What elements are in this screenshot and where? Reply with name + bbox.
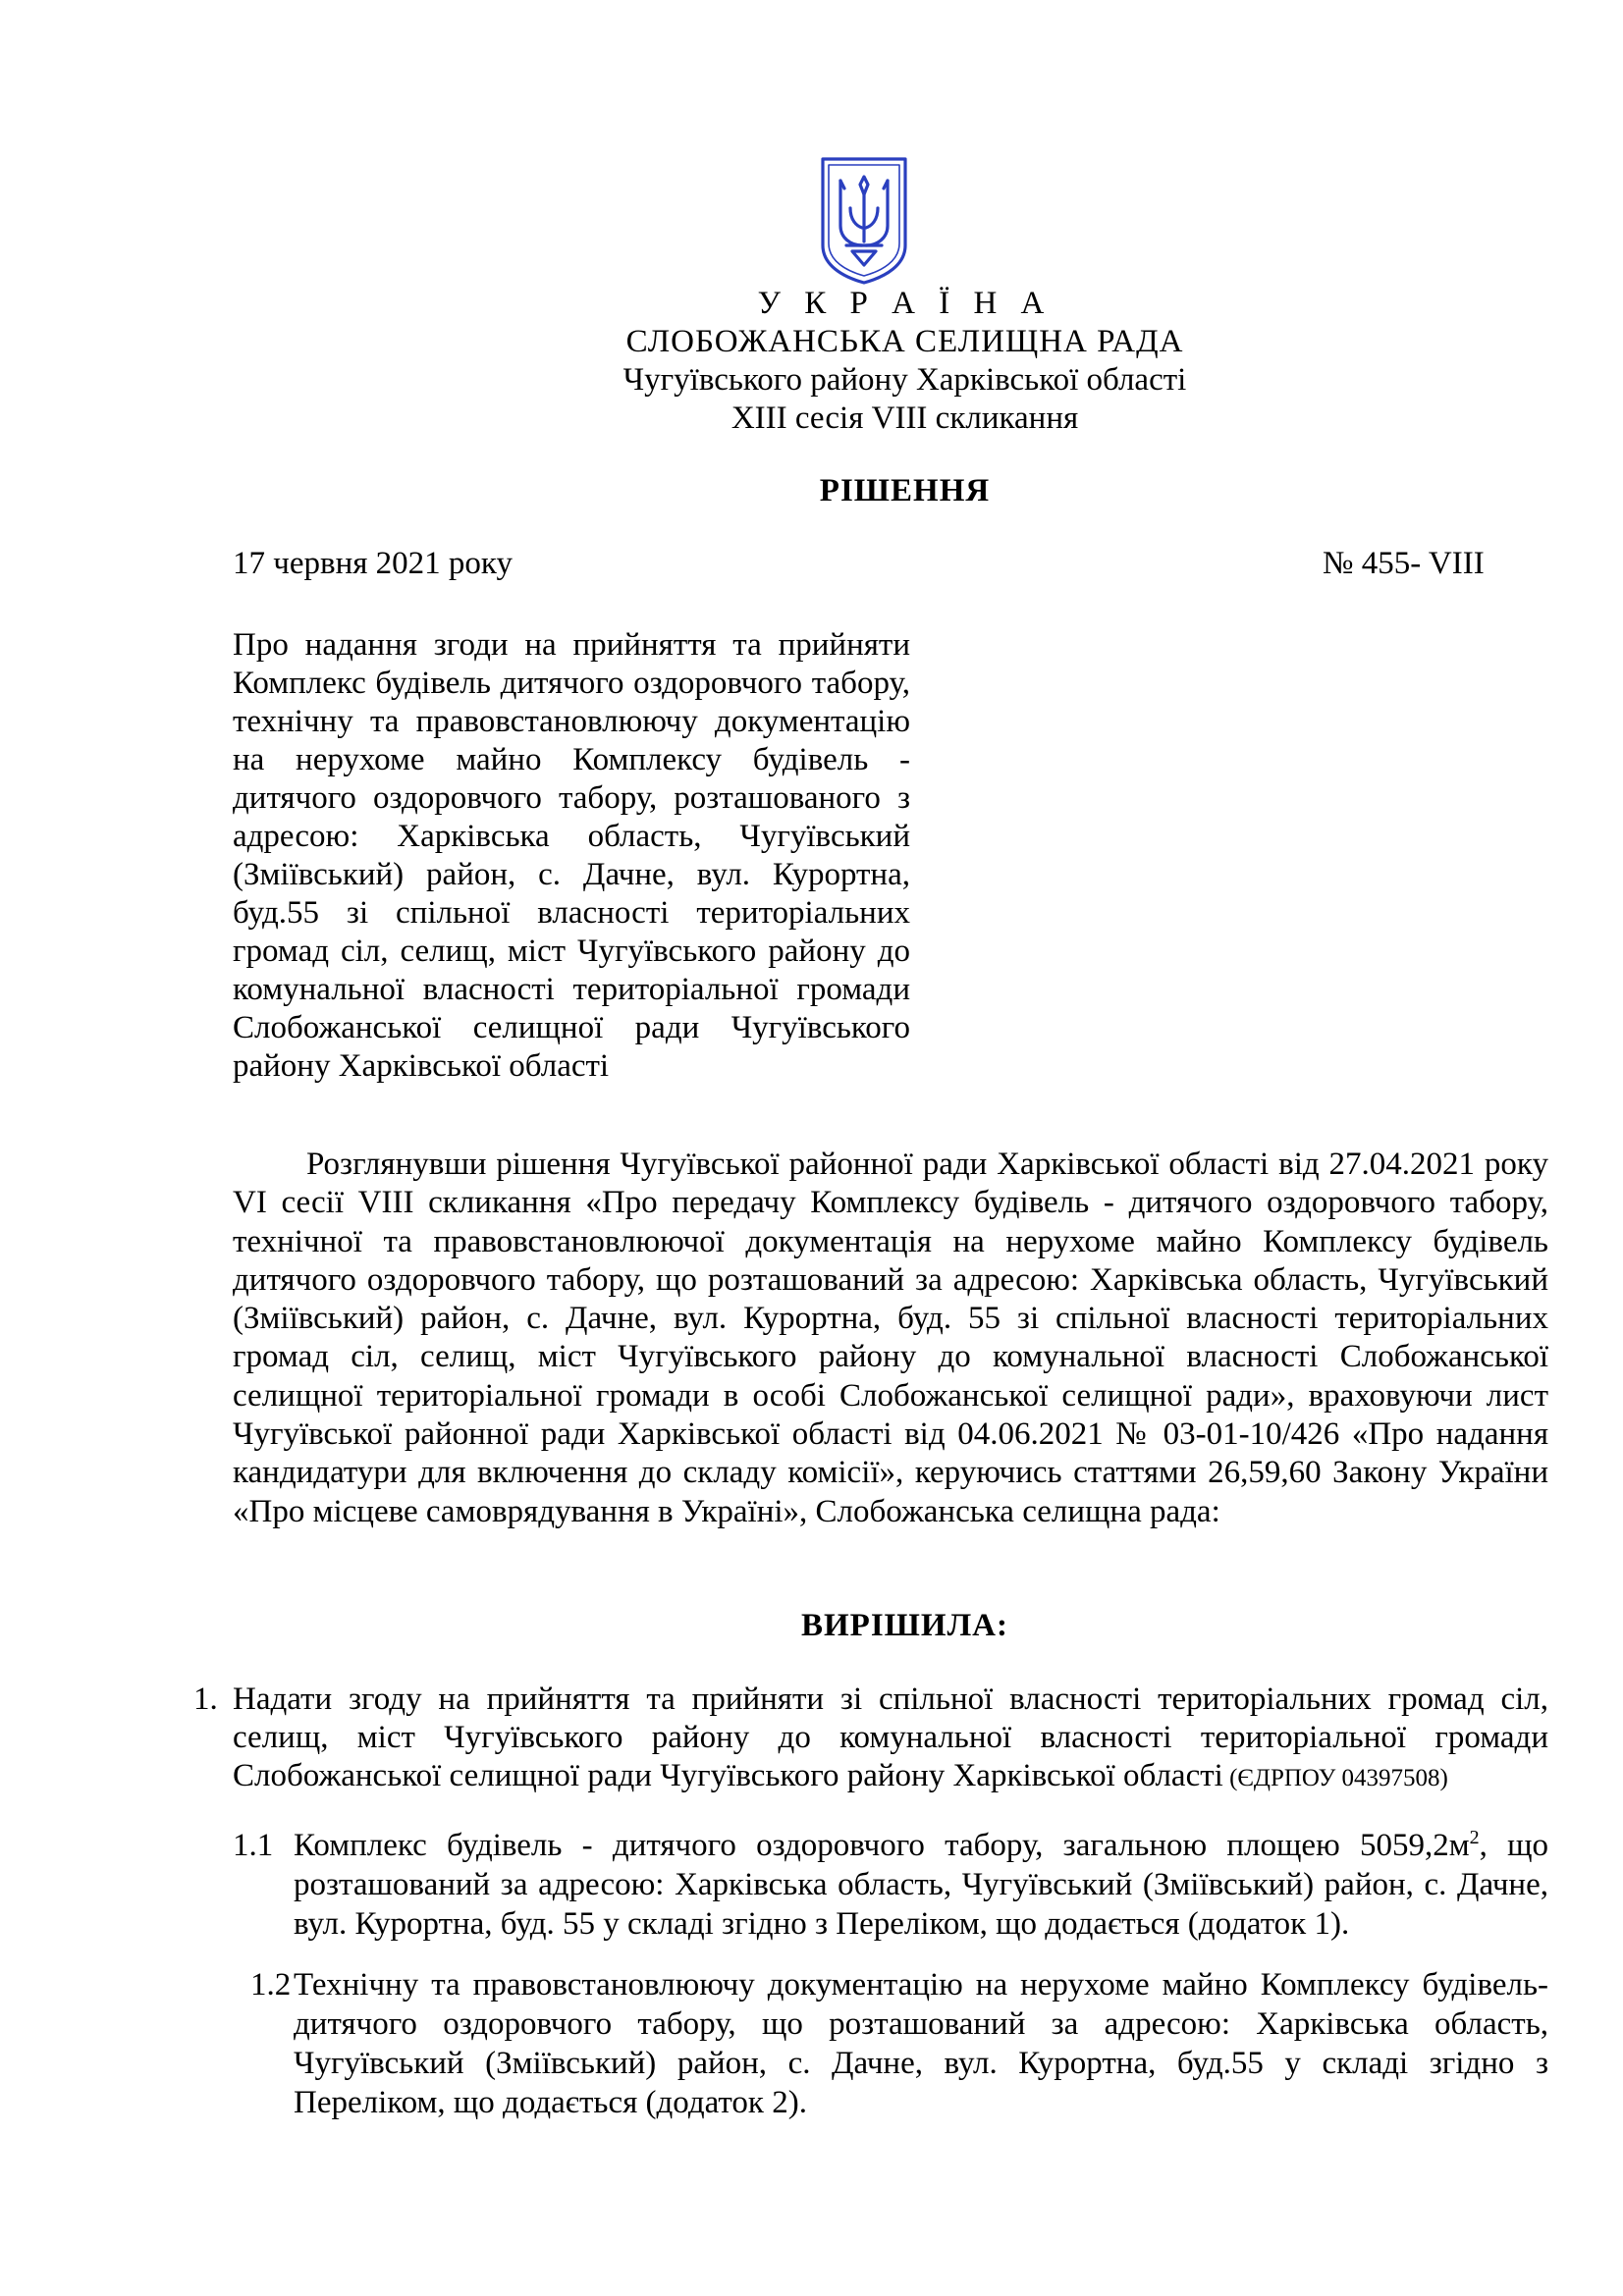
document-number: № 455- VIII: [1323, 546, 1485, 581]
item-1-1-text-after: , що розташований за адресою: Харківська область, Чугуївський (Зміївський) район, с. Дачне, вул. Курортна, буд. 55 у складі згідно з Переліком, що додається (додаток 1).: [294, 1828, 1548, 1942]
council-name: СЛОБОЖАНСЬКА СЕЛИЩНА РАДА: [625, 324, 1184, 359]
decision-item-1-1: [233, 1826, 1548, 1944]
session-name: XIII сесія VIII скликання: [730, 400, 1079, 436]
item-text: [294, 1826, 1548, 1944]
item-number: 1.1: [233, 1828, 274, 1863]
document-title: РІШЕННЯ: [819, 473, 991, 508]
item-1-2-text: Технічну та правовстановлюючу документацію на нерухоме майно Комплексу будівель-дитячого оздоровчого табору, що розташований за адресою: Харківська область, Чугуївський (Зміївський) район, с. Дачне, вул. Курортна, буд.55 у складі згідно з Переліком, що додається (додаток 2).: [294, 1967, 1548, 2120]
edrpou-code: (ЄДРПОУ 04397508): [1222, 1765, 1448, 1791]
district-name: Чугуївського району Харківської області: [622, 362, 1187, 398]
item-text: [233, 1681, 1548, 1797]
document-date: 17 червня 2021 року: [233, 546, 513, 581]
decision-item-1-2: [250, 1965, 1548, 2122]
item-1-text: Надати згоду на прийняття та прийняти зі спільної власності територіальних громад сіл, селищ, міст Чугуївського району до комунальної власності територіальної громади Слобожанської селищної ради Чугуївського району Харківської області: [233, 1682, 1548, 1793]
trident-coat-of-arms-icon: [817, 155, 911, 287]
item-1-1-text-before: Комплекс будівель - дитячого оздоровчого табору, загальною площею 5059,2м: [294, 1828, 1470, 1863]
item-number: 1.2: [250, 1967, 292, 2002]
decided-heading: ВИРІШИЛА:: [801, 1608, 1008, 1643]
preamble-paragraph: Розглянувши рішення Чугуївської районної ради Харківської області від 27.04.2021 року VI сесії VIII скликання «Про передачу Комплексу будівель - дитячого оздоровчого табору, технічної та правовстановлюючої документація на нерухоме майно Комплексу будівель дитячого оздоровчого табору, що розташований за адресою: Харківська область, Чугуївський (Зміївський) район, с. Дачне, вул. Курортна, буд. 55 зі спільної власності територіальних громад сіл, селищ, міст Чугуївського району до комунальної власності Слобожанської селищної територіальної громади в особі Слобожанської селищної ради», враховуючи лист Чугуївської районної ради Харківської області від 04.06.2021 № 03-01-10/426 «Про надання кандидатури для включення до складу комісії», керуючись статтями 26,59,60 Закону України «Про місцеве самоврядування в Україні», Слобожанська селищна рада:: [233, 1147, 1548, 1529]
country-name: У К Р А Ї Н А: [757, 286, 1053, 321]
item-number: 1.: [193, 1682, 218, 1717]
decision-subject: Про надання згоди на прийняття та прийняти Комплекс будівель дитячого оздоровчого табору, технічну та правовстановлюючу документацію на нерухоме майно Комплексу будівель - дитячого оздоровчого табору, розташованого з адресою: Харківська область, Чугуївський (Зміївський) район, с. Дачне, вул. Курортна, буд.55 зі спільної власності територіальних громад сіл, селищ, міст Чугуївського району до комунальної власності територіальної громади Слобожанської селищної ради Чугуївського району Харківської області: [233, 627, 910, 1084]
area-unit-superscript: 2: [1469, 1827, 1480, 1848]
decision-item-1: [193, 1681, 1548, 1797]
